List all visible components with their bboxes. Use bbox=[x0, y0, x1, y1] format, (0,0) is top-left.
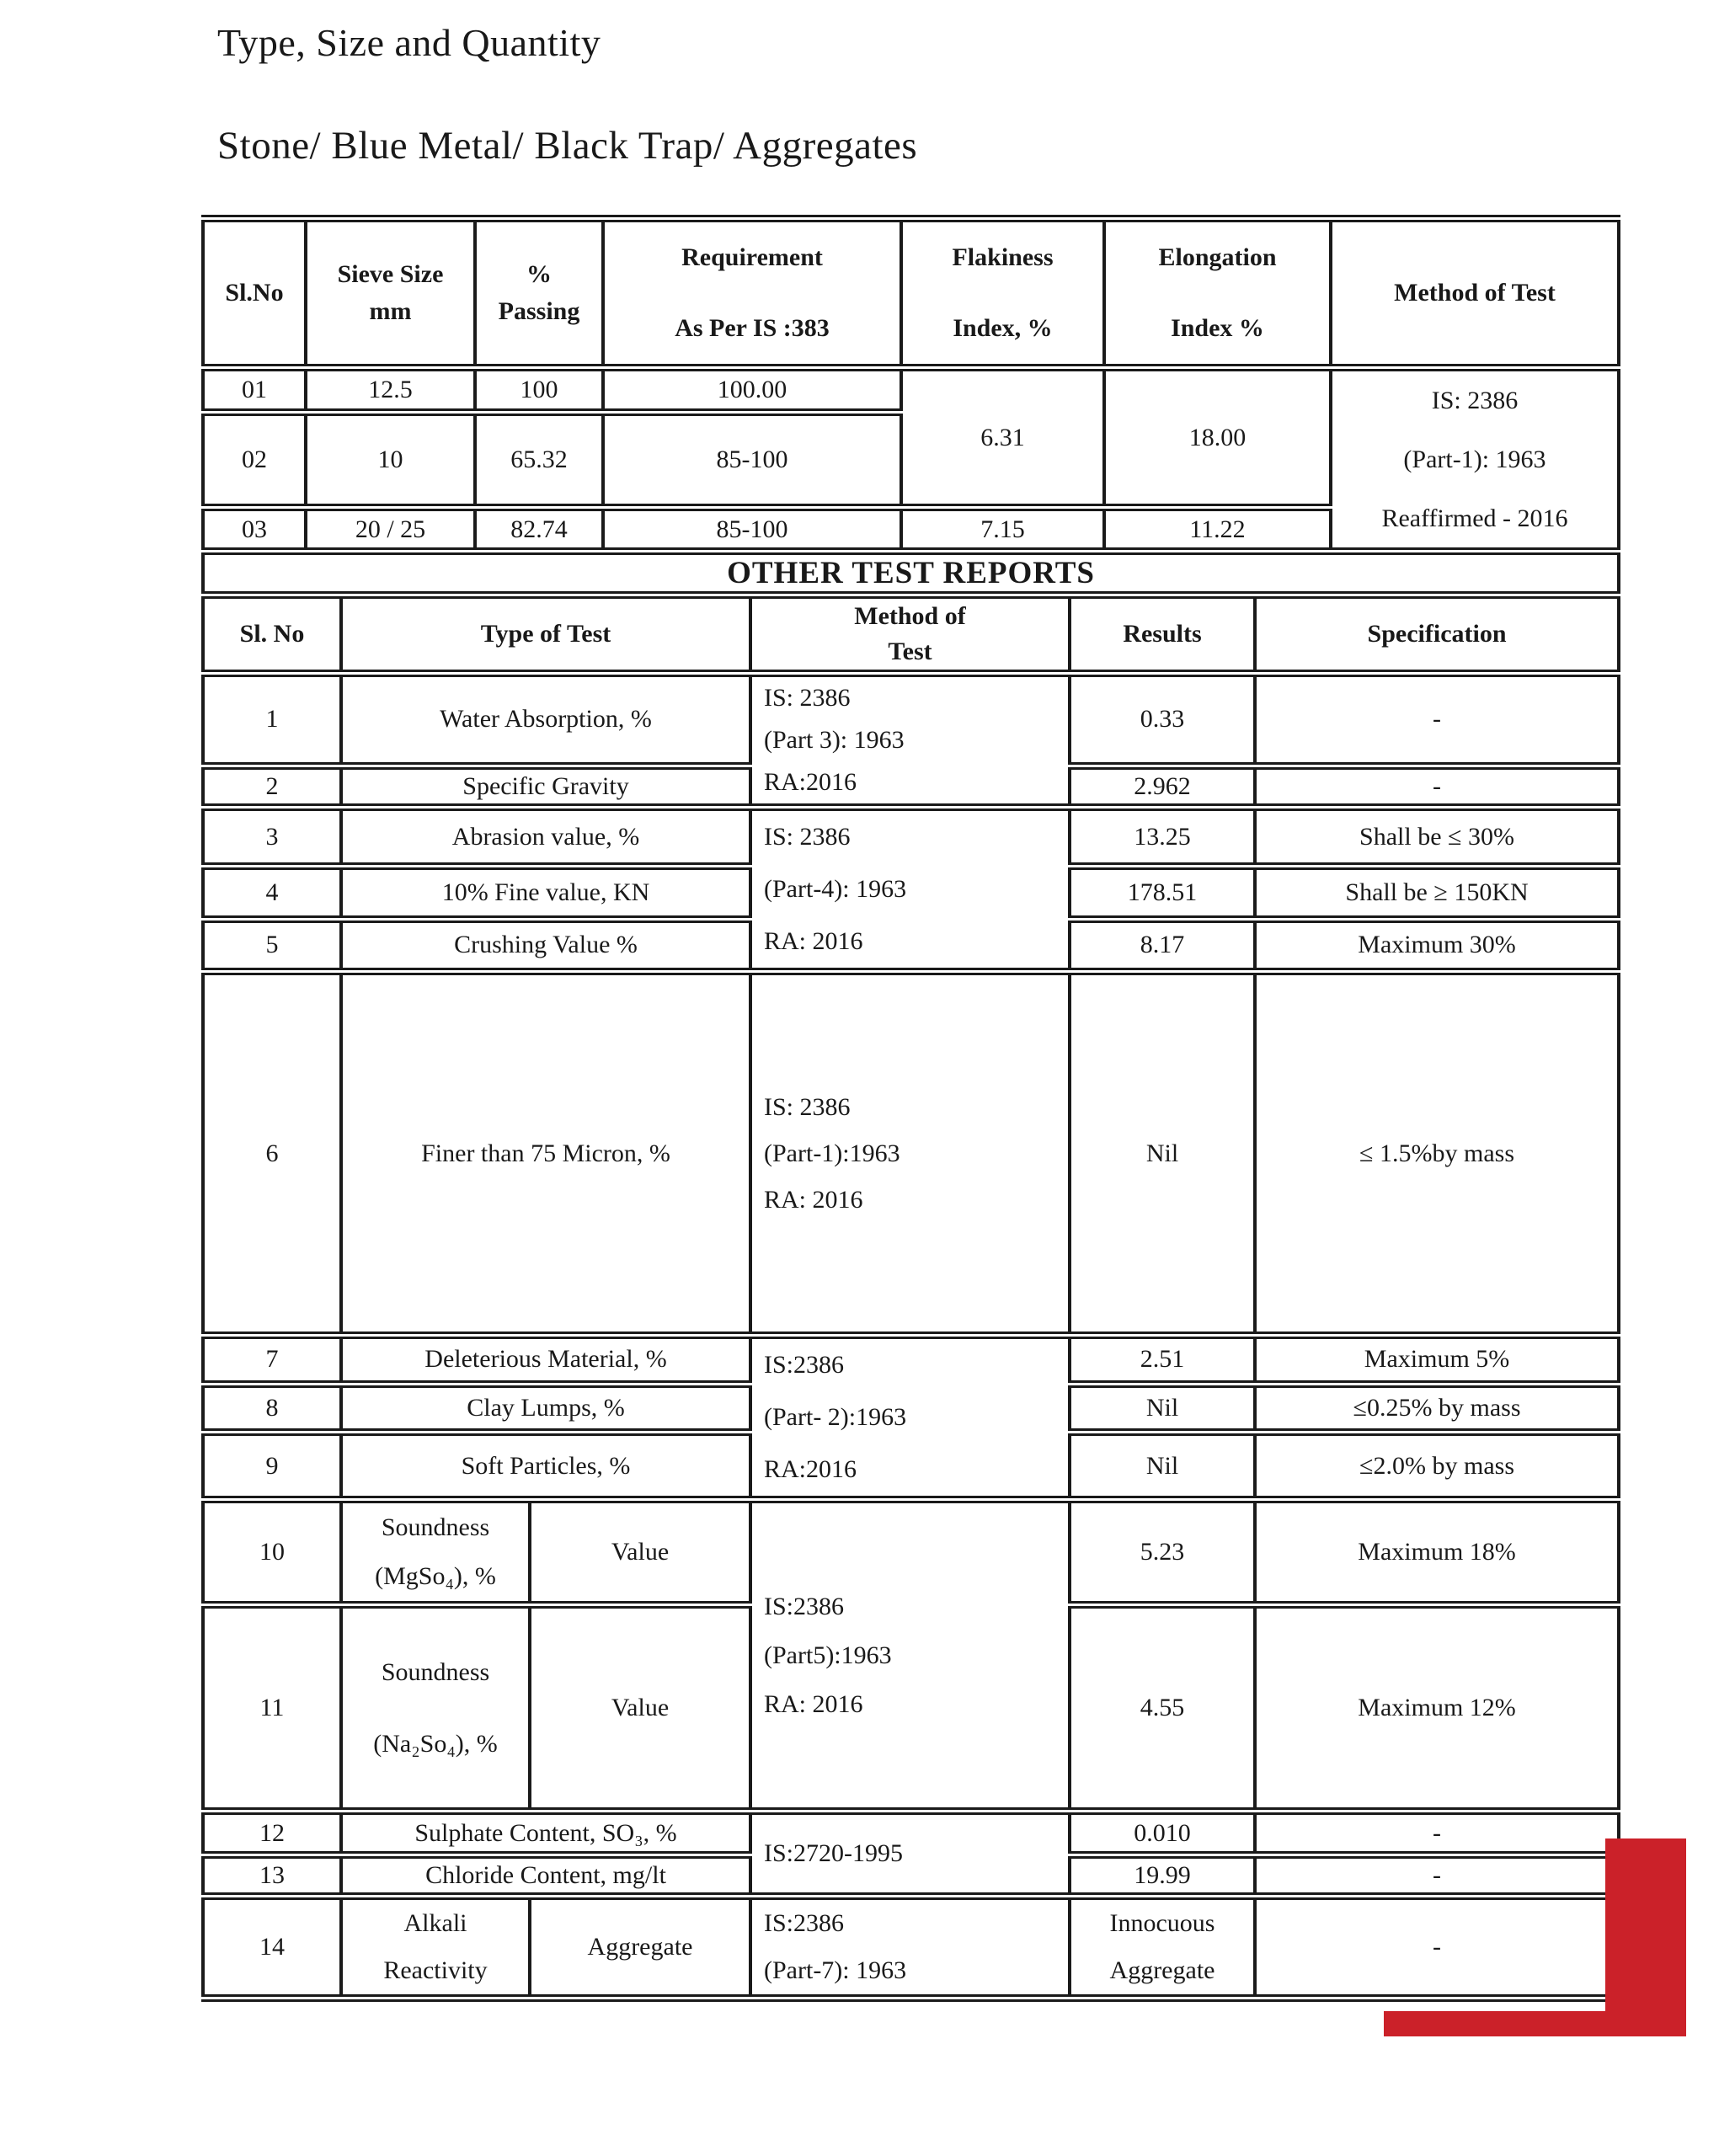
col-header-requirement bbox=[603, 219, 901, 368]
sieve-header-row bbox=[203, 219, 1619, 368]
elongation-cell: 18.00 bbox=[1104, 368, 1331, 508]
sl-no-cell: 10 bbox=[203, 1500, 341, 1605]
red-accent-vertical-bar bbox=[1605, 1838, 1686, 2036]
result-cell: Nil bbox=[1070, 1384, 1255, 1433]
line: Elongation bbox=[1158, 243, 1277, 271]
spec-cell: ≤2.0% by mass bbox=[1255, 1433, 1619, 1500]
line: Soundness bbox=[381, 1658, 490, 1686]
sl-no-cell: 02 bbox=[203, 412, 306, 508]
col-header-sieve-size bbox=[306, 219, 475, 368]
col-header-elongation bbox=[1104, 219, 1331, 368]
passing-cell: 65.32 bbox=[475, 412, 603, 508]
requirement-cell: 100.00 bbox=[603, 368, 901, 413]
result-cell: 5.23 bbox=[1070, 1500, 1255, 1605]
spec-cell: - bbox=[1255, 766, 1619, 807]
sieve-size-cell: 10 bbox=[306, 412, 475, 508]
sl-no-cell: 9 bbox=[203, 1433, 341, 1500]
result-cell: 2.962 bbox=[1070, 766, 1255, 807]
other-tests-header-row bbox=[203, 595, 1619, 674]
result-cell bbox=[1070, 1897, 1255, 1999]
sl-no-cell: 12 bbox=[203, 1812, 341, 1855]
other-tests-table bbox=[201, 547, 1620, 2002]
spec-cell: ≤0.25% by mass bbox=[1255, 1384, 1619, 1433]
sl-no-cell: 01 bbox=[203, 368, 306, 413]
method-cell bbox=[750, 972, 1070, 1336]
table-banner: OTHER TEST REPORTS bbox=[203, 552, 1619, 595]
line: IS: 2386 bbox=[764, 1093, 851, 1121]
result-cell: 4.55 bbox=[1070, 1605, 1255, 1812]
sieve-size-cell: 20 / 25 bbox=[306, 508, 475, 552]
line: IS:2386 bbox=[764, 1351, 845, 1379]
table-row bbox=[203, 1897, 1619, 1999]
sl-no-cell: 13 bbox=[203, 1855, 341, 1897]
line: Sieve Size bbox=[337, 260, 444, 288]
table-row bbox=[203, 972, 1619, 1336]
test-name-cell bbox=[341, 1605, 530, 1812]
sl-no-cell: 2 bbox=[203, 766, 341, 807]
method-cell bbox=[1331, 368, 1619, 552]
page-title: Type, Size and Quantity bbox=[217, 21, 601, 64]
line: % bbox=[526, 260, 552, 288]
sl-no-cell: 5 bbox=[203, 919, 341, 971]
table-row bbox=[203, 1812, 1619, 1855]
spec-cell: - bbox=[1255, 1897, 1619, 1999]
table-row bbox=[203, 1500, 1619, 1605]
line: Test bbox=[888, 638, 932, 665]
result-cell: 0.010 bbox=[1070, 1812, 1255, 1855]
line: RA: 2016 bbox=[764, 927, 863, 955]
line: RA: 2016 bbox=[764, 1186, 863, 1214]
line: IS: 2386 bbox=[764, 684, 851, 712]
line: RA:2016 bbox=[764, 768, 857, 796]
test-name-cell: Sulphate Content, SO₃, % bbox=[341, 1812, 750, 1855]
banner-row bbox=[203, 552, 1619, 595]
method-cell bbox=[750, 1336, 1070, 1500]
line: IS: 2386 bbox=[764, 823, 851, 851]
line: (MgSo₄), % bbox=[375, 1562, 496, 1590]
test-subtype-cell: Aggregate bbox=[530, 1897, 750, 1999]
col-header-method-of-test bbox=[750, 595, 1070, 674]
spec-cell: - bbox=[1255, 674, 1619, 766]
line: RA:2016 bbox=[764, 1455, 857, 1483]
spec-cell: ≤ 1.5%by mass bbox=[1255, 972, 1619, 1336]
sl-no-cell: 3 bbox=[203, 808, 341, 867]
spec-cell: Maximum 12% bbox=[1255, 1605, 1619, 1812]
line: Flakiness bbox=[952, 243, 1054, 271]
passing-cell: 100 bbox=[475, 368, 603, 413]
col-header-flakiness bbox=[901, 219, 1104, 368]
line: Requirement bbox=[681, 243, 823, 271]
result-cell: Nil bbox=[1070, 972, 1255, 1336]
line: (Part-1):1963 bbox=[764, 1139, 900, 1167]
red-accent-horizontal-bar bbox=[1384, 2011, 1686, 2036]
line: Aggregate bbox=[1109, 1956, 1215, 1984]
line: Passing bbox=[498, 297, 580, 325]
table-row bbox=[203, 808, 1619, 867]
spec-cell: Shall be ≤ 30% bbox=[1255, 808, 1619, 867]
line: Alkali bbox=[403, 1909, 467, 1937]
spec-cell: - bbox=[1255, 1855, 1619, 1897]
sl-no-cell: 8 bbox=[203, 1384, 341, 1433]
line: Index % bbox=[1171, 314, 1264, 342]
test-subtype-cell: Value bbox=[530, 1605, 750, 1812]
spec-cell: - bbox=[1255, 1812, 1619, 1855]
line: Reactivity bbox=[383, 1956, 488, 1984]
flakiness-cell: 6.31 bbox=[901, 368, 1104, 508]
test-name-cell bbox=[341, 1500, 530, 1605]
test-subtype-cell: Value bbox=[530, 1500, 750, 1605]
line: RA: 2016 bbox=[764, 1689, 863, 1718]
line: Method of bbox=[854, 602, 966, 630]
sl-no-cell: 7 bbox=[203, 1336, 341, 1385]
sieve-table bbox=[201, 215, 1620, 556]
test-name-cell: Soft Particles, % bbox=[341, 1433, 750, 1500]
sl-no-cell: 11 bbox=[203, 1605, 341, 1812]
line: Soundness bbox=[381, 1513, 490, 1541]
test-name-cell: Deleterious Material, % bbox=[341, 1336, 750, 1385]
method-cell: IS:2720-1995 bbox=[750, 1812, 1070, 1897]
table-row bbox=[203, 674, 1619, 766]
test-name-cell: Abrasion value, % bbox=[341, 808, 750, 867]
test-name-cell: Clay Lumps, % bbox=[341, 1384, 750, 1433]
line: (Part-7): 1963 bbox=[764, 1956, 907, 1984]
line: Innocuous bbox=[1109, 1909, 1215, 1937]
test-name-cell: Specific Gravity bbox=[341, 766, 750, 807]
col-header-results: Results bbox=[1070, 595, 1255, 674]
sl-no-cell: 4 bbox=[203, 867, 341, 919]
line: (Na₂So₄), % bbox=[373, 1730, 498, 1758]
test-name-cell: Crushing Value % bbox=[341, 919, 750, 971]
method-cell bbox=[750, 1500, 1070, 1812]
result-cell: Nil bbox=[1070, 1433, 1255, 1500]
result-cell: 8.17 bbox=[1070, 919, 1255, 971]
col-header-sl-no: Sl. No bbox=[203, 595, 341, 674]
line: (Part5):1963 bbox=[764, 1641, 892, 1669]
sl-no-cell: 14 bbox=[203, 1897, 341, 1999]
col-header-type-of-test: Type of Test bbox=[341, 595, 750, 674]
method-cell bbox=[750, 1897, 1070, 1999]
spec-cell: Maximum 5% bbox=[1255, 1336, 1619, 1385]
line: (Part- 2):1963 bbox=[764, 1403, 907, 1431]
table-row bbox=[203, 1336, 1619, 1385]
result-cell: 0.33 bbox=[1070, 674, 1255, 766]
col-header-percent-passing bbox=[475, 219, 603, 368]
line: IS: 2386 bbox=[1431, 387, 1519, 414]
elongation-cell: 11.22 bbox=[1104, 508, 1331, 552]
test-name-cell: Chloride Content, mg/lt bbox=[341, 1855, 750, 1897]
method-cell bbox=[750, 674, 1070, 808]
test-name-cell: Finer than 75 Micron, % bbox=[341, 972, 750, 1336]
test-name-cell: 10% Fine value, KN bbox=[341, 867, 750, 919]
flakiness-cell: 7.15 bbox=[901, 508, 1104, 552]
sieve-size-cell: 12.5 bbox=[306, 368, 475, 413]
result-cell: 2.51 bbox=[1070, 1336, 1255, 1385]
requirement-cell: 85-100 bbox=[603, 412, 901, 508]
test-name-cell: Water Absorption, % bbox=[341, 674, 750, 766]
sl-no-cell: 6 bbox=[203, 972, 341, 1336]
test-name-cell bbox=[341, 1897, 530, 1999]
line: (Part 3): 1963 bbox=[764, 726, 905, 754]
method-cell bbox=[750, 808, 1070, 972]
spec-cell: Maximum 18% bbox=[1255, 1500, 1619, 1605]
result-cell: 13.25 bbox=[1070, 808, 1255, 867]
result-cell: 178.51 bbox=[1070, 867, 1255, 919]
spec-cell: Shall be ≥ 150KN bbox=[1255, 867, 1619, 919]
col-header-method-of-test: Method of Test bbox=[1331, 219, 1619, 368]
line: (Part-1): 1963 bbox=[1403, 446, 1546, 473]
line: (Part-4): 1963 bbox=[764, 875, 907, 903]
spec-cell: Maximum 30% bbox=[1255, 919, 1619, 971]
line: IS:2386 bbox=[764, 1592, 845, 1620]
passing-cell: 82.74 bbox=[475, 508, 603, 552]
line: Index, % bbox=[953, 314, 1053, 342]
col-header-sl-no: Sl.No bbox=[203, 219, 306, 368]
col-header-specification: Specification bbox=[1255, 595, 1619, 674]
page-subtitle: Stone/ Blue Metal/ Black Trap/ Aggregates bbox=[217, 124, 918, 168]
line: mm bbox=[369, 297, 412, 325]
sl-no-cell: 03 bbox=[203, 508, 306, 552]
table-row bbox=[203, 368, 1619, 413]
line: IS:2386 bbox=[764, 1909, 845, 1937]
line: Reaffirmed - 2016 bbox=[1381, 504, 1568, 532]
requirement-cell: 85-100 bbox=[603, 508, 901, 552]
line: As Per IS :383 bbox=[675, 314, 830, 342]
result-cell: 19.99 bbox=[1070, 1855, 1255, 1897]
sl-no-cell: 1 bbox=[203, 674, 341, 766]
